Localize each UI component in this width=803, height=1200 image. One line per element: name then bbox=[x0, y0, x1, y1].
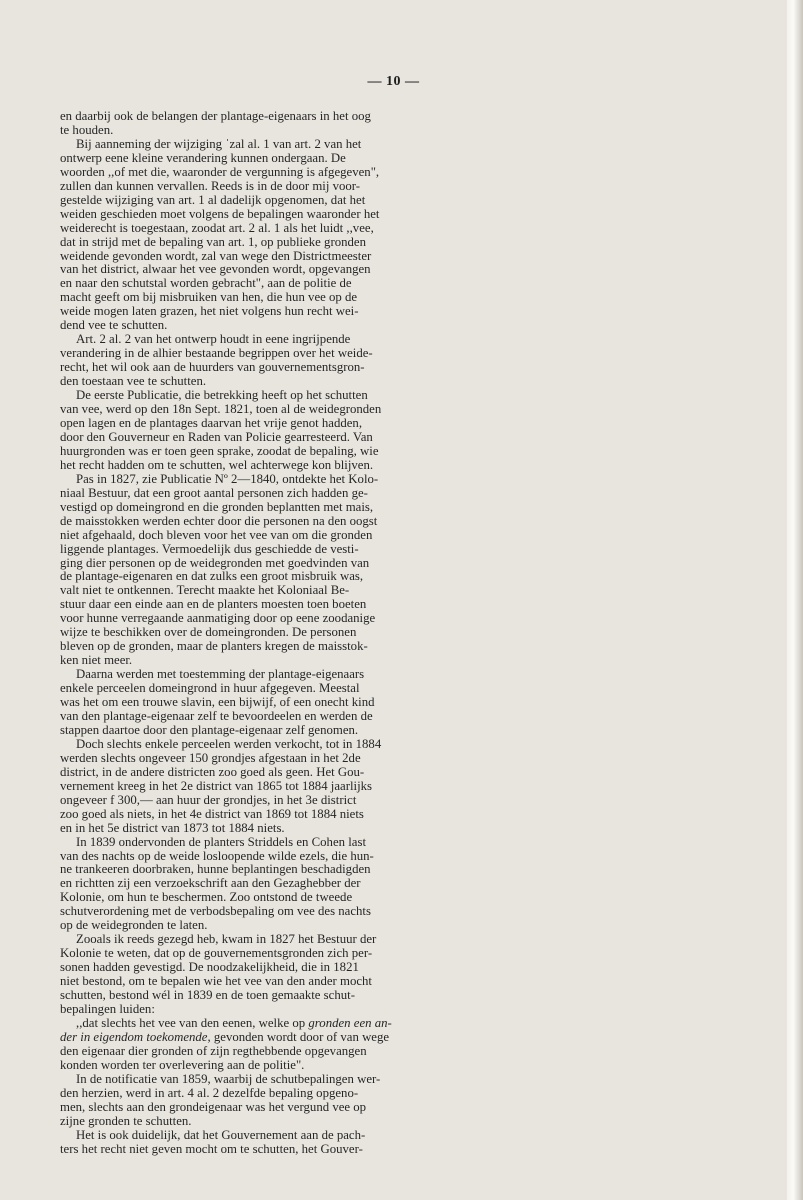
text-line bbox=[60, 668, 731, 682]
text-line-content: In 1839 ondervonden de planters Striddels en Cohen last bbox=[76, 834, 367, 849]
text-line-content: ters het recht niet geven mocht om te schutten, het Gouver- bbox=[60, 1141, 363, 1156]
text-line bbox=[60, 431, 731, 445]
text-line-content: Bij aanneming der wijziging ˈzal al. 1 van art. 2 van het bbox=[76, 136, 362, 151]
text-line-content: Kolonie, om hun te beschermen. Zoo ontstond de tweede bbox=[60, 890, 353, 905]
text-line bbox=[60, 933, 731, 947]
text-line-content: de plantage-eigenaren en dat zulks een groot misbruik was, bbox=[60, 569, 364, 584]
page-edge bbox=[787, 0, 803, 1200]
text-line-content: weidende gevonden wordt, zal van wege den Districtmeester bbox=[60, 248, 372, 263]
text-line-italic: gronden een an- bbox=[308, 1015, 392, 1030]
text-line-content: huurgronden was er toen geen sprake, zoodat de bepaling, wie bbox=[60, 443, 379, 458]
text-line bbox=[60, 1017, 731, 1031]
text-line bbox=[60, 724, 731, 738]
text-line-content: zijne gronden te schutten. bbox=[60, 1113, 192, 1128]
text-line-content: schutten, bestond wél in 1839 en de toen gemaakte schut- bbox=[60, 988, 355, 1003]
text-line-content: niet afgehaald, doch bleven voor het vee van om die gronden bbox=[60, 527, 373, 542]
text-line bbox=[60, 1143, 731, 1157]
text-line bbox=[60, 305, 731, 319]
text-line-content: het recht hadden om te schutten, wel achterwege kon blijven. bbox=[60, 457, 374, 472]
text-line bbox=[60, 138, 731, 152]
text-line bbox=[60, 1059, 731, 1073]
text-line-content: district, in de andere districten zoo goed als geen. Het Gou- bbox=[60, 764, 365, 779]
text-line bbox=[60, 515, 731, 529]
text-line-content: en richtten zij een verzoekschrift aan den Gezaghebber der bbox=[60, 876, 361, 891]
text-line-content: en daarbij ook de belangen der plantage-eigenaars in het oog bbox=[60, 109, 371, 123]
text-line-content: bleven op de gronden, maar de planters kregen de maisstok- bbox=[60, 639, 368, 654]
text-line-content: op de weidegronden te laten. bbox=[60, 918, 208, 933]
text-line bbox=[60, 682, 731, 696]
text-line bbox=[60, 1129, 731, 1143]
text-line-content: stuur daar een einde aan en de planters moesten toen boeten bbox=[60, 597, 367, 612]
text-line-content: woorden ,,of met die, waaronder de vergunning is afgegeven", bbox=[60, 164, 380, 179]
text-line-content: ken niet meer. bbox=[60, 653, 133, 668]
text-line bbox=[60, 389, 731, 403]
text-line-italic: der in eigendom toekomende, bbox=[60, 1029, 211, 1044]
text-line-content: te houden. bbox=[60, 122, 114, 137]
text-line bbox=[60, 459, 731, 473]
text-line-content: Art. 2 al. 2 van het ontwerp houdt in eene ingrijpende bbox=[76, 332, 351, 347]
text-line bbox=[60, 766, 731, 780]
text-line bbox=[60, 1101, 731, 1115]
page-number: — 10 — bbox=[367, 74, 420, 89]
text-line bbox=[60, 180, 731, 194]
text-line bbox=[60, 333, 731, 347]
text-line-content: ne trankeeren doorbraken, hunne beplantingen beschadigden bbox=[60, 862, 371, 877]
text-line bbox=[60, 375, 731, 389]
text-line bbox=[60, 850, 731, 864]
text-line bbox=[60, 473, 731, 487]
text-line bbox=[60, 319, 731, 333]
text-line bbox=[60, 877, 731, 891]
text-line-content: van het district, alwaar het vee gevonden wordt, opgevangen bbox=[60, 262, 371, 277]
text-line-content: de maisstokken werden echter door die personen na den oogst bbox=[60, 513, 378, 528]
text-line-content: De eerste Publicatie, die betrekking heeft op het schutten bbox=[76, 388, 368, 403]
text-line-content: stappen daartoe door den plantage-eigenaar zelf genomen. bbox=[60, 722, 359, 737]
text-line bbox=[60, 1003, 731, 1017]
text-line bbox=[60, 1115, 731, 1129]
text-line-content: Kolonie te weten, dat op de gouvernementsgronden zich per- bbox=[60, 946, 373, 961]
text-line-content: weiden geschieden moet volgens de bepalingen waaronder het bbox=[60, 206, 380, 221]
text-line bbox=[60, 738, 731, 752]
text-line bbox=[60, 598, 731, 612]
text-line bbox=[60, 208, 731, 222]
text-line bbox=[60, 1073, 731, 1087]
text-line bbox=[60, 529, 731, 543]
text-line bbox=[60, 1087, 731, 1101]
text-line-content: wijze te beschikken over de domeingronden. De personen bbox=[60, 625, 357, 640]
text-line-content: en naar den schutstal worden gebracht", aan de politie de bbox=[60, 276, 352, 291]
text-line-content: gestelde wijziging van art. 1 al dadelijk opgenomen, dat het bbox=[60, 192, 366, 207]
text-line-content: van den plantage-eigenaar zelf te bevoordeelen en werden de bbox=[60, 708, 373, 723]
text-line bbox=[60, 654, 731, 668]
text-line-content: ,,dat slechts het vee van den eenen, welke op bbox=[76, 1015, 309, 1030]
text-line-content: van des nachts op de weide losloopende wilde ezels, die hun- bbox=[60, 848, 374, 863]
text-line-content: schutverordening met de verbodsbepaling om vee des nachts bbox=[60, 904, 371, 919]
text-line-content: zullen dan kunnen vervallen. Reeds is in de door mij voor- bbox=[60, 178, 361, 193]
text-line bbox=[60, 822, 731, 836]
text-line-content: den herzien, werd in art. 4 al. 2 dezelfde bepaling opgeno- bbox=[60, 1085, 359, 1100]
text-line-content: niet bestond, om te bepalen wie het vee van den ander mocht bbox=[60, 974, 372, 989]
text-line bbox=[60, 696, 731, 710]
text-line-content: door den Gouverneur en Raden van Policie gearresteerd. Van bbox=[60, 429, 373, 444]
text-line bbox=[60, 640, 731, 654]
text-line bbox=[60, 543, 731, 557]
text-line-content: konden worden ter overlevering aan de politie". bbox=[60, 1057, 305, 1072]
text-line-content: den toestaan vee te schutten. bbox=[60, 374, 207, 389]
text-line bbox=[60, 277, 731, 291]
text-line bbox=[60, 194, 731, 208]
text-line bbox=[60, 291, 731, 305]
text-line-content: Pas in 1827, zie Publicatie Nº 2—1840, ontdekte het Kolo- bbox=[76, 471, 379, 486]
text-line-content: ging dier personen op de weidegronden met goedvinden van bbox=[60, 555, 370, 570]
text-line-content: niaal Bestuur, dat een groot aantal personen zich hadden ge- bbox=[60, 485, 368, 500]
text-line-content: dat in strijd met de bepaling van art. 1, op publieke gronden bbox=[60, 234, 366, 249]
text-line bbox=[60, 584, 731, 598]
text-line-content: liggende plantages. Vermoedelijk dus geschiedde de vesti- bbox=[60, 541, 359, 556]
text-line-content: men, slechts aan den grondeigenaar was het vergund vee op bbox=[60, 1099, 367, 1114]
text-line bbox=[60, 989, 731, 1003]
text-line-content: sonen hadden gevestigd. De noodzakelijkheid, die in 1821 bbox=[60, 960, 359, 975]
text-line-content: Het is ook duidelijk, dat het Gouvernement aan de pach- bbox=[76, 1127, 366, 1142]
text-line bbox=[60, 152, 731, 166]
text-line bbox=[60, 557, 731, 571]
text-line-content: macht geeft om bij misbruiken van hen, die hun vee op de bbox=[60, 290, 358, 305]
text-line bbox=[60, 166, 731, 180]
text-line-content: Doch slechts enkele perceelen werden verkocht, tot in 1884 bbox=[76, 736, 382, 751]
text-line-content: voor hunne verregaande aanmatiging door op eene zoodanige bbox=[60, 611, 376, 626]
text-line bbox=[60, 403, 731, 417]
text-line bbox=[60, 487, 731, 501]
text-line bbox=[60, 417, 731, 431]
text-line bbox=[60, 752, 731, 766]
text-line-after: gevonden wordt door of van wege bbox=[210, 1029, 390, 1044]
text-line bbox=[60, 1045, 731, 1059]
text-line-content: bepalingen luiden: bbox=[60, 1002, 155, 1016]
text-line bbox=[60, 361, 731, 375]
text-line-content: vestigd op domeingrond en die gronden beplantten met mais, bbox=[60, 499, 374, 514]
text-line-content: ongeveer f 300,— aan huur der grondjes, in het 3e district bbox=[60, 792, 357, 807]
text-line bbox=[60, 919, 731, 933]
text-line-content: zoo goed als niets, in het 4e district van 1869 tot 1884 niets bbox=[60, 806, 364, 821]
text-line-content: In de notificatie van 1859, waarbij de schutbepalingen wer- bbox=[76, 1071, 381, 1086]
text-line-content: van vee, werd op den 18n Sept. 1821, toen al de weidegronden bbox=[60, 402, 382, 417]
text-line bbox=[60, 780, 731, 794]
text-line-content: Zooals ik reeds gezegd heb, kwam in 1827 het Bestuur der bbox=[76, 932, 377, 947]
text-line-content: werden slechts ongeveer 150 grondjes afgestaan in het 2de bbox=[60, 750, 361, 765]
text-line-content: den eigenaar dier gronden of zijn regthebbende opgevangen bbox=[60, 1043, 367, 1058]
text-line-content: weide mogen laten grazen, het niet volgens hun recht wei- bbox=[60, 304, 359, 319]
text-line-content: was het om een trouwe slavin, een bijwijf, of een onecht kind bbox=[60, 695, 375, 710]
text-line bbox=[60, 626, 731, 640]
text-line bbox=[60, 947, 731, 961]
text-line bbox=[60, 905, 731, 919]
text-line bbox=[60, 222, 731, 236]
text-line bbox=[60, 250, 731, 264]
text-line-content: valt niet te ontkennen. Terecht maakte het Koloniaal Be- bbox=[60, 583, 350, 598]
text-line bbox=[60, 110, 731, 124]
text-line-content: en in het 5e district van 1873 tot 1884 niets. bbox=[60, 820, 285, 835]
text-line bbox=[60, 263, 731, 277]
text-line-content: recht, het wil ook aan de huurders van gouvernementsgron- bbox=[60, 360, 365, 375]
text-line bbox=[60, 124, 731, 138]
text-line bbox=[60, 808, 731, 822]
text-line bbox=[60, 236, 731, 250]
text-line-content: verandering in de alhier bestaande begrippen over het weide- bbox=[60, 346, 373, 361]
text-line bbox=[60, 1031, 731, 1045]
text-line-content: enkele perceelen domeingrond in huur afgegeven. Meestal bbox=[60, 681, 360, 696]
text-line bbox=[60, 347, 731, 361]
text-line bbox=[60, 961, 731, 975]
text-line-content: dend vee te schutten. bbox=[60, 318, 168, 333]
text-line-content: weiderecht is toegestaan, zoodat art. 2 al. 1 als het luidt ,,vee, bbox=[60, 220, 374, 235]
text-line bbox=[60, 570, 731, 584]
text-line bbox=[60, 863, 731, 877]
text-line bbox=[60, 710, 731, 724]
text-line bbox=[60, 975, 731, 989]
text-line bbox=[60, 501, 731, 515]
text-line bbox=[60, 836, 731, 850]
text-line-content: vernement kreeg in het 2e district van 1865 tot 1884 jaarlijks bbox=[60, 778, 373, 793]
text-line-content: Daarna werden met toestemming der plantage-eigenaars bbox=[76, 667, 365, 682]
text-line bbox=[60, 794, 731, 808]
text-line bbox=[60, 612, 731, 626]
text-line-content: ontwerp eene kleine verandering kunnen ondergaan. De bbox=[60, 150, 346, 165]
body-text bbox=[60, 110, 731, 1156]
text-line bbox=[60, 891, 731, 905]
text-line-content: open lagen en de plantages daarvan het vrije genot hadden, bbox=[60, 415, 363, 430]
text-line bbox=[60, 445, 731, 459]
